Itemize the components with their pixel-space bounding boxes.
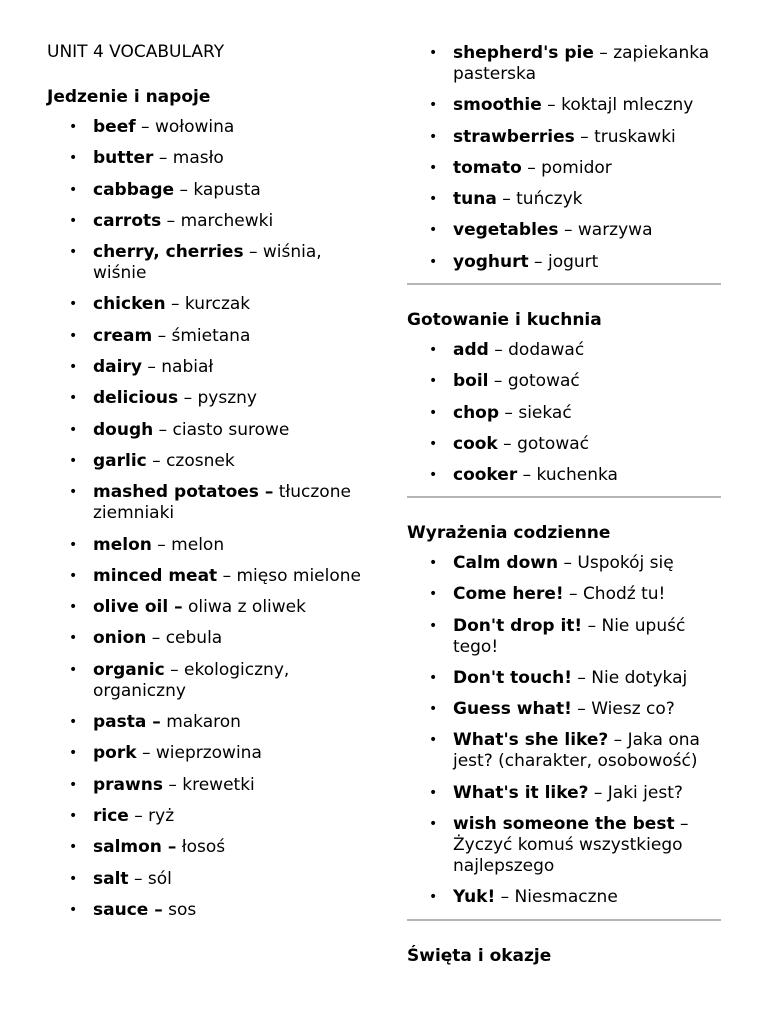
vocab-translation: melon xyxy=(171,534,225,555)
vocab-separator: – xyxy=(496,189,517,210)
vocab-translation: Jaka ona jest? (charakter, osobowość) xyxy=(453,730,700,772)
vocab-separator: – xyxy=(497,433,518,454)
bullet-icon: • xyxy=(429,222,438,239)
bullet-icon: • xyxy=(69,452,78,469)
vocab-translation: Uspokój się xyxy=(577,553,674,573)
vocab-word: organic xyxy=(93,659,165,680)
vocab-item xyxy=(407,616,727,658)
bullet-icon: • xyxy=(429,467,438,484)
vocab-item xyxy=(47,326,367,347)
vocab-translation: tłuczone ziemniaki xyxy=(93,482,351,524)
bullet-icon: • xyxy=(69,244,78,261)
vocab-translation: Chodź tu! xyxy=(582,584,666,605)
vocab-separator: – xyxy=(521,157,542,178)
vocab-item xyxy=(407,403,727,424)
vocab-translation: Życzyć komuś wszystkiego najlepszego xyxy=(453,835,683,877)
vocab-separator: – xyxy=(146,628,166,649)
vocab-item xyxy=(47,388,367,409)
bullet-icon: • xyxy=(69,839,78,856)
bullet-icon: • xyxy=(69,714,78,731)
vocab-separator: – xyxy=(161,210,181,231)
vocab-word: mashed potatoes – xyxy=(93,482,274,503)
vocab-translation: Nie dotykaj xyxy=(591,667,688,688)
vocab-word: Yuk! xyxy=(453,887,496,908)
vocab-item xyxy=(407,434,727,455)
vocab-separator: – xyxy=(593,43,614,63)
bullet-icon: • xyxy=(69,181,78,198)
vocab-list-expressions xyxy=(407,553,727,919)
section-divider xyxy=(407,919,721,921)
vocab-translation: krewetki xyxy=(182,774,255,795)
vocab-word: Calm down xyxy=(453,553,559,573)
vocab-separator: – xyxy=(674,814,689,835)
vocab-translation: warzywa xyxy=(577,220,653,241)
vocab-translation: Jaki jest? xyxy=(607,782,683,803)
bullet-icon: • xyxy=(429,373,438,390)
vocab-word: prawns xyxy=(93,774,163,795)
vocab-item xyxy=(47,242,367,284)
bullet-icon: • xyxy=(429,784,438,801)
vocab-separator: – xyxy=(499,402,519,423)
vocab-item xyxy=(407,189,727,210)
vocab-translation: śmietana xyxy=(171,325,251,346)
section-heading-expressions: Wyrażenia codzienne xyxy=(407,523,611,543)
vocab-word: shepherd's pie xyxy=(453,43,594,63)
bullet-icon: • xyxy=(429,45,438,61)
vocab-word: butter xyxy=(93,148,154,169)
vocab-translation: kapusta xyxy=(193,179,261,200)
vocab-item xyxy=(47,148,367,169)
vocab-separator: – xyxy=(165,294,185,315)
vocab-item xyxy=(407,252,727,273)
vocab-word: yoghurt xyxy=(453,251,529,272)
vocab-word: dough xyxy=(93,419,154,440)
bullet-icon: • xyxy=(69,599,78,616)
vocab-translation: siekać xyxy=(518,402,572,423)
vocab-translation: sos xyxy=(168,899,197,920)
vocab-translation: kurczak xyxy=(184,294,251,315)
vocab-separator: – xyxy=(541,95,562,116)
bullet-icon: • xyxy=(429,669,438,686)
bullet-icon: • xyxy=(69,359,78,376)
section-divider xyxy=(407,283,721,285)
vocab-item xyxy=(47,597,367,618)
vocab-separator: – xyxy=(162,774,183,795)
vocab-translation: zapiekanka pasterska xyxy=(453,43,710,84)
vocab-item xyxy=(407,699,727,720)
vocab-translation: gotować xyxy=(517,433,589,454)
vocab-word: cook xyxy=(453,433,498,454)
vocab-item xyxy=(407,465,727,486)
vocab-word: cherry, cherries xyxy=(93,242,244,263)
vocab-item xyxy=(407,95,727,116)
vocab-word: add xyxy=(453,340,489,360)
vocab-separator: – xyxy=(153,419,173,440)
vocab-translation: kuchenka xyxy=(536,465,618,486)
bullet-icon: • xyxy=(69,776,78,793)
vocab-translation: wiśnia, wiśnie xyxy=(93,242,322,284)
vocab-item xyxy=(47,775,367,796)
vocab-translation: wołowina xyxy=(154,117,235,137)
vocab-translation: dodawać xyxy=(508,340,585,360)
vocab-item xyxy=(407,887,727,908)
vocab-separator: – xyxy=(146,450,167,471)
bullet-icon: • xyxy=(429,253,438,270)
vocab-word: Don't drop it! xyxy=(453,615,583,636)
vocab-translation: czosnek xyxy=(166,450,235,471)
bullet-icon: • xyxy=(429,435,438,452)
vocab-separator: – xyxy=(488,371,508,392)
vocab-item xyxy=(47,628,367,649)
vocab-item xyxy=(47,420,367,441)
vocab-word: delicious xyxy=(93,388,179,409)
vocab-word: Come here! xyxy=(453,584,564,605)
bullet-icon: • xyxy=(429,128,438,145)
vocab-translation: wieprzowina xyxy=(155,743,262,764)
vocab-translation: jogurt xyxy=(547,251,599,272)
vocab-separator: – xyxy=(574,126,595,147)
vocab-translation: sól xyxy=(147,868,172,889)
vocab-word: Guess what! xyxy=(453,699,572,720)
vocab-word: tomato xyxy=(453,157,522,178)
vocab-translation: Wiesz co? xyxy=(591,699,675,720)
section-heading-food: Jedzenie i napoje xyxy=(47,87,211,107)
vocab-word: melon xyxy=(93,534,152,555)
bullet-icon: • xyxy=(429,732,438,749)
vocab-translation: nabiał xyxy=(161,357,214,378)
vocab-translation: ciasto surowe xyxy=(172,419,290,440)
vocab-word: cream xyxy=(93,325,153,346)
bullet-icon: • xyxy=(69,661,78,678)
vocab-translation: Niesmaczne xyxy=(514,887,618,908)
vocab-item xyxy=(47,482,367,524)
vocab-list-food xyxy=(47,117,367,931)
vocab-separator: – xyxy=(488,340,509,360)
bullet-icon: • xyxy=(429,816,438,833)
page-title: UNIT 4 VOCABULARY xyxy=(47,42,225,62)
vocab-separator: – xyxy=(164,659,185,680)
vocab-item xyxy=(407,127,727,148)
vocab-word: chicken xyxy=(93,294,166,315)
section-heading-cooking: Gotowanie i kuchnia xyxy=(407,310,602,330)
vocab-item xyxy=(407,668,727,689)
vocab-item xyxy=(47,837,367,858)
bullet-icon: • xyxy=(69,870,78,887)
vocab-item xyxy=(47,566,367,587)
vocab-translation: koktajl mleczny xyxy=(561,95,694,116)
vocab-word: What's she like? xyxy=(453,730,609,751)
vocab-item xyxy=(407,340,727,361)
vocab-word: dairy xyxy=(93,357,142,378)
section-heading-holidays: Święta i okazje xyxy=(407,946,552,966)
vocab-list-food-continued xyxy=(407,43,727,283)
vocab-word: pasta – xyxy=(93,712,161,733)
vocab-word: olive oil – xyxy=(93,597,183,618)
vocab-word: boil xyxy=(453,371,489,392)
vocab-word: garlic xyxy=(93,450,147,471)
vocab-word: onion xyxy=(93,628,147,649)
vocab-item xyxy=(47,117,367,138)
vocab-item xyxy=(407,43,727,85)
vocab-word: salmon – xyxy=(93,837,177,858)
vocab-separator: – xyxy=(152,325,172,346)
vocab-translation: ekologiczny, organiczny xyxy=(93,659,290,701)
vocab-translation: pomidor xyxy=(541,157,612,178)
vocab-separator: – xyxy=(243,242,263,263)
vocab-translation: gotować xyxy=(507,371,580,392)
vocab-translation: łosoś xyxy=(181,837,226,858)
vocab-item xyxy=(47,535,367,556)
vocab-translation: cebula xyxy=(165,628,223,649)
bullet-icon: • xyxy=(69,901,78,918)
vocab-separator: – xyxy=(128,805,149,826)
bullet-icon: • xyxy=(69,212,78,229)
bullet-icon: • xyxy=(69,807,78,824)
vocab-item xyxy=(47,357,367,378)
vocab-separator: – xyxy=(141,357,162,378)
vocab-translation: tuńczyk xyxy=(516,189,583,210)
vocab-translation: ryż xyxy=(148,805,175,826)
vocab-translation: masło xyxy=(172,148,224,169)
vocab-item xyxy=(47,869,367,890)
vocab-word: pork xyxy=(93,743,137,764)
vocab-separator: – xyxy=(495,887,515,908)
vocab-item xyxy=(47,660,367,702)
vocab-separator: – xyxy=(517,465,537,486)
vocab-separator: – xyxy=(178,388,198,409)
vocab-separator: – xyxy=(136,743,156,764)
bullet-icon: • xyxy=(429,586,438,603)
bullet-icon: • xyxy=(429,555,438,571)
vocab-separator: – xyxy=(128,868,148,889)
bullet-icon: • xyxy=(429,889,438,906)
vocab-word: smoothie xyxy=(453,95,542,116)
bullet-icon: • xyxy=(429,617,438,634)
vocab-separator: – xyxy=(528,251,548,272)
vocab-separator: – xyxy=(558,553,578,573)
vocab-word: chop xyxy=(453,402,500,423)
vocab-word: rice xyxy=(93,805,129,826)
vocab-item xyxy=(407,730,727,772)
vocab-word: cabbage xyxy=(93,179,175,200)
vocab-item xyxy=(47,743,367,764)
vocab-word: strawberries xyxy=(453,126,575,147)
bullet-icon: • xyxy=(69,484,78,501)
bullet-icon: • xyxy=(429,342,438,358)
bullet-icon: • xyxy=(69,327,78,344)
vocab-item xyxy=(407,783,727,804)
vocab-separator: – xyxy=(571,667,592,688)
vocab-translation: oliwa z oliwek xyxy=(188,597,306,618)
vocab-word: cooker xyxy=(453,465,518,486)
vocab-item xyxy=(47,712,367,733)
vocab-item xyxy=(407,584,727,605)
bullet-icon: • xyxy=(429,97,438,114)
vocab-separator: – xyxy=(582,615,602,636)
vocab-word: beef xyxy=(93,117,136,137)
vocab-separator: – xyxy=(217,565,237,586)
bullet-icon: • xyxy=(429,191,438,208)
bullet-icon: • xyxy=(69,567,78,584)
vocab-word: Don't touch! xyxy=(453,667,572,688)
vocab-separator: – xyxy=(558,220,578,241)
vocab-word: tuna xyxy=(453,189,497,210)
vocab-translation: truskawki xyxy=(594,126,676,147)
bullet-icon: • xyxy=(69,421,78,438)
vocab-item xyxy=(47,451,367,472)
vocab-separator: – xyxy=(174,179,194,200)
vocab-translation: marchewki xyxy=(180,210,274,231)
vocab-word: sauce – xyxy=(93,899,163,920)
vocab-word: vegetables xyxy=(453,220,559,241)
bullet-icon: • xyxy=(429,404,438,421)
vocab-item xyxy=(47,806,367,827)
vocab-word: What's it like? xyxy=(453,782,589,803)
bullet-icon: • xyxy=(69,119,78,135)
bullet-icon: • xyxy=(69,536,78,553)
vocab-separator: – xyxy=(135,117,155,137)
vocab-translation: makaron xyxy=(166,712,241,733)
vocab-item xyxy=(47,900,367,921)
vocab-word: carrots xyxy=(93,210,162,231)
bullet-icon: • xyxy=(69,390,78,407)
vocab-separator: – xyxy=(588,782,608,803)
vocab-word: wish someone the best xyxy=(453,814,675,835)
vocab-translation: mięso mielone xyxy=(236,565,362,586)
vocab-separator: – xyxy=(153,148,173,169)
vocab-item xyxy=(47,294,367,315)
vocab-item xyxy=(407,220,727,241)
vocab-translation: pyszny xyxy=(197,388,257,409)
bullet-icon: • xyxy=(69,296,78,313)
bullet-icon: • xyxy=(69,150,78,167)
bullet-icon: • xyxy=(69,745,78,762)
vocab-item xyxy=(407,814,727,877)
vocab-item xyxy=(407,158,727,179)
bullet-icon: • xyxy=(429,159,438,176)
vocab-separator: – xyxy=(563,584,583,605)
vocab-item xyxy=(407,371,727,392)
vocab-separator: – xyxy=(151,534,172,555)
vocab-item xyxy=(47,211,367,232)
vocab-word: minced meat xyxy=(93,565,218,586)
vocab-word: salt xyxy=(93,868,129,889)
vocab-item xyxy=(407,553,727,574)
section-divider xyxy=(407,496,721,498)
vocab-separator: – xyxy=(571,699,592,720)
vocab-item xyxy=(47,180,367,201)
bullet-icon: • xyxy=(69,630,78,647)
vocab-separator: – xyxy=(608,730,628,751)
vocab-list-cooking xyxy=(407,340,727,496)
bullet-icon: • xyxy=(429,701,438,718)
vocab-translation: Nie upuść tego! xyxy=(453,615,686,657)
